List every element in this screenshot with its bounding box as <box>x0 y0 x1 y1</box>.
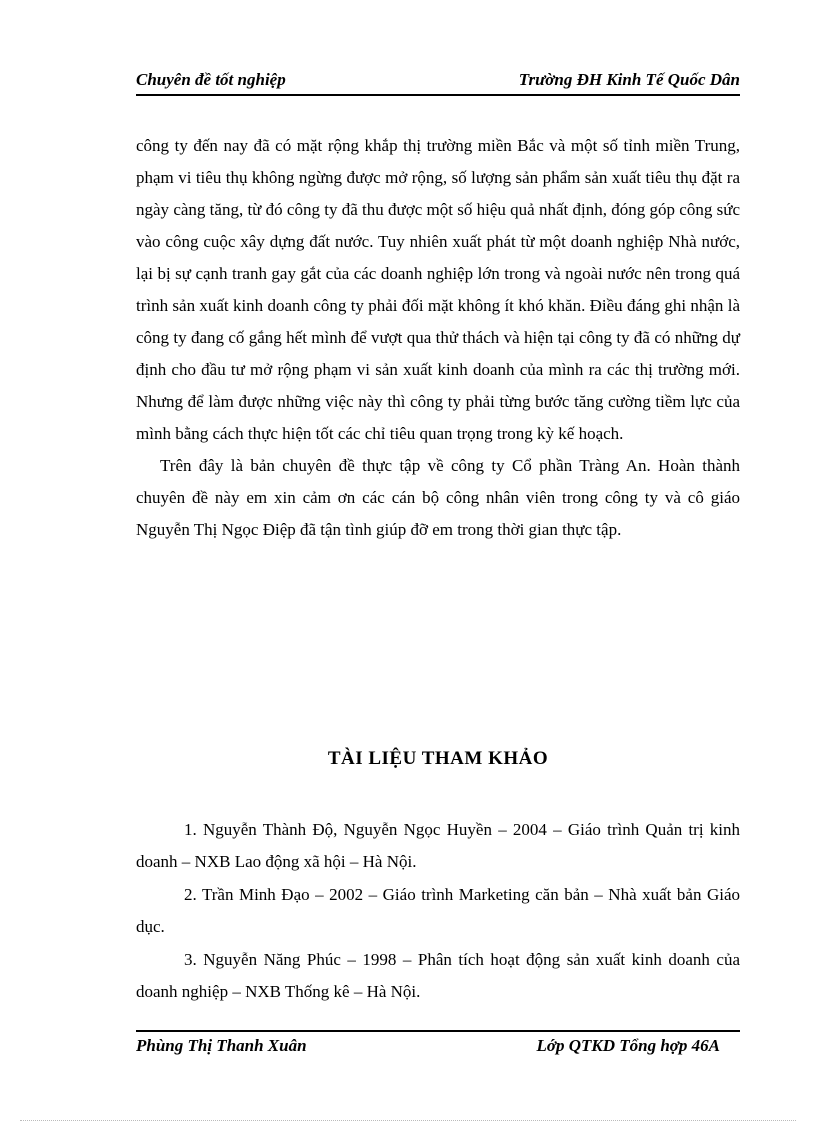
reference-item: 3. Nguyễn Năng Phúc – 1998 – Phân tích hoạt động sản xuất kinh doanh của doanh nghiệp – NXB Thống kê – Hà Nội. <box>136 950 740 1001</box>
header-left: Chuyên đề tốt nghiệp <box>136 70 286 89</box>
header-rule <box>136 94 740 96</box>
footer-left: Phùng Thị Thanh Xuân <box>136 1036 307 1055</box>
footer-right: Lớp QTKD Tổng hợp 46A <box>536 1036 720 1055</box>
header-right: Trường ĐH Kinh Tế Quốc Dân <box>518 70 740 89</box>
body-paragraph-2: Trên đây là bản chuyên đề thực tập về công ty Cổ phần Tràng An. Hoàn thành chuyên đề này em xin cảm ơn các cán bộ công nhân viên trong công ty và cô giáo Nguyễn Thị Ngọc Điệp đã tận tình giúp đỡ em trong thời gian thực tập. <box>136 456 740 539</box>
body-paragraph-1: công ty đến nay đã có mặt rộng khắp thị trường miền Bắc và một số tỉnh miền Trung, phạm vi tiêu thụ không ngừng được mở rộng, số lượng sản phẩm sản xuất tiêu thụ đặt ra ngày càng tăng, từ đó công ty đã thu được một số hiệu quả nhất định, đóng góp công sức vào công cuộc xây dựng đất nước. Tuy nhiên xuất phát từ một doanh nghiệp Nhà nước, lại bị sự cạnh tranh gay gắt của các doanh nghiệp lớn trong và ngoài nước nên trong quá trình sản xuất kinh doanh công ty phải đối mặt không ít khó khăn. Điều đáng ghi nhận là công ty đang cố gắng hết mình để vượt qua thử thách và hiện tại công ty đã có những dự định cho đầu tư mở rộng phạm vi sản xuất kinh doanh của mình ra các thị trường mới. Nhưng để làm được những việc này thì công ty phải từng bước tăng cường tiềm lực của mình bằng cách thực hiện tốt các chỉ tiêu quan trọng trong kỳ kế hoạch. <box>136 136 740 443</box>
footer-rule <box>136 1030 740 1032</box>
reference-item: 1. Nguyễn Thành Độ, Nguyễn Ngọc Huyền – 2004 – Giáo trình Quản trị kinh doanh – NXB Lao động xã hội – Hà Nội. <box>136 820 740 871</box>
references-title: TÀI LIỆU THAM KHẢO <box>327 748 549 769</box>
page-footer <box>136 1036 740 1060</box>
reference-item: 2. Trần Minh Đạo – 2002 – Giáo trình Marketing căn bản – Nhà xuất bản Giáo dục. <box>136 885 740 936</box>
body-text <box>136 130 740 546</box>
page-bottom-divider <box>20 1120 796 1121</box>
page-header <box>136 70 740 94</box>
references-list <box>136 814 740 1009</box>
